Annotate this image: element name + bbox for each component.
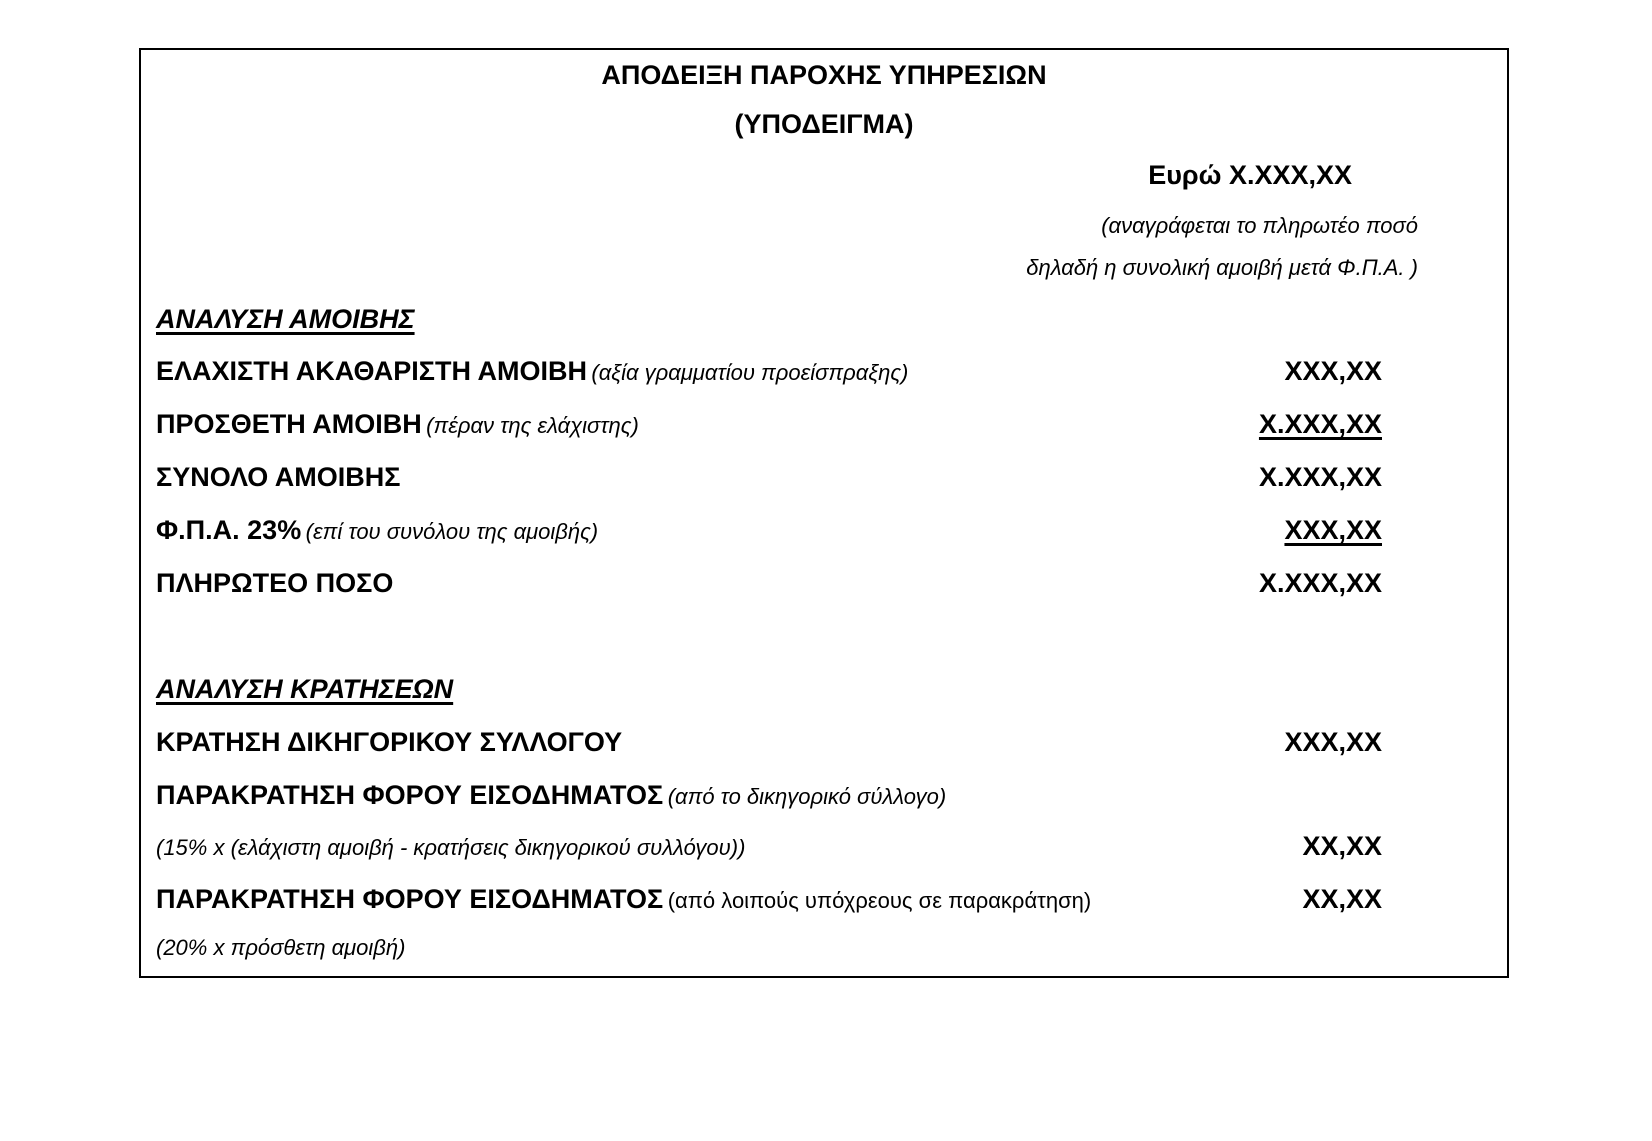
fee-row-amount: Χ.ΧΧΧ,ΧΧ	[1258, 462, 1382, 492]
fee-row-amount: Χ.ΧΧΧ,ΧΧ	[1258, 568, 1382, 598]
bar-fee-amount: ΧΧΧ,ΧΧ	[1284, 727, 1382, 757]
fee-row-note: (πέραν της ελάχιστης)	[426, 413, 639, 438]
tax-other-formula: (20% x πρόσθετη αμοιβή)	[156, 935, 406, 960]
total-note-line2: δηλαδή η συνολική αμοιβή μετά Φ.Π.Α. )	[1026, 255, 1418, 280]
fee-row-label: ΣΥΝΟΛΟ ΑΜΟΙΒΗΣ	[156, 462, 401, 492]
receipt-frame	[139, 48, 1509, 978]
total-note-line1: (αναγράφεται το πληρωτέο ποσό	[1101, 213, 1418, 238]
fee-analysis-heading: ΑΝΑΛΥΣΗ ΑΜΟΙΒΗΣ	[156, 304, 415, 334]
fee-row-minimum	[156, 356, 908, 387]
deductions-heading: ΑΝΑΛΥΣΗ ΚΡΑΤΗΣΕΩΝ	[156, 674, 454, 704]
tax-bar-amount: ΧΧ,ΧΧ	[1302, 831, 1382, 861]
tax-other-amount: ΧΧ,ΧΧ	[1302, 884, 1382, 914]
fee-row-note: (αξία γραμματίου προείσπραξης)	[591, 360, 909, 385]
fee-row-label: ΕΛΑΧΙΣΤΗ ΑΚΑΘΑΡΙΣΤΗ ΑΜΟΙΒΗ	[156, 356, 587, 386]
fee-row-vat	[156, 515, 598, 546]
tax-bar-row	[156, 780, 946, 811]
fee-row-label: ΠΡΟΣΘΕΤΗ ΑΜΟΙΒΗ	[156, 409, 422, 439]
fee-row-additional	[156, 409, 639, 440]
document-subtitle: (ΥΠΟΔΕΙΓΜΑ)	[734, 109, 914, 139]
tax-other-label: ΠΑΡΑΚΡΑΤΗΣΗ ΦΟΡΟΥ ΕΙΣΟΔΗΜΑΤΟΣ	[156, 884, 664, 914]
tax-other-row	[156, 884, 1091, 915]
tax-other-note: (από λοιπούς υπόχρεους σε παρακράτηση)	[667, 888, 1092, 913]
total-amount: Ευρώ Χ.ΧΧΧ,ΧΧ	[1148, 160, 1352, 190]
fee-row-total	[156, 462, 400, 493]
fee-row-amount: Χ.ΧΧΧ,ΧΧ	[1258, 409, 1382, 439]
fee-row-amount: ΧΧΧ,ΧΧ	[1284, 515, 1382, 545]
document-title: ΑΠΟΔΕΙΞΗ ΠΑΡΟΧΗΣ ΥΠΗΡΕΣΙΩΝ	[601, 60, 1047, 90]
tax-bar-label: ΠΑΡΑΚΡΑΤΗΣΗ ΦΟΡΟΥ ΕΙΣΟΔΗΜΑΤΟΣ	[156, 780, 664, 810]
tax-bar-formula: (15% x (ελάχιστη αμοιβή - κρατήσεις δικηγορικού συλλόγου))	[156, 835, 746, 860]
fee-row-payable	[156, 568, 393, 599]
fee-row-amount: ΧΧΧ,ΧΧ	[1284, 356, 1382, 386]
fee-row-label: ΠΛΗΡΩΤΕΟ ΠΟΣΟ	[156, 568, 394, 598]
fee-row-note: (επί του συνόλου της αμοιβής)	[305, 519, 599, 544]
tax-bar-note: (από το δικηγορικό σύλλογο)	[667, 784, 947, 809]
fee-row-label: Φ.Π.Α. 23%	[156, 515, 302, 545]
bar-fee-label: ΚΡΑΤΗΣΗ ΔΙΚΗΓΟΡΙΚΟΥ ΣΥΛΛΟΓΟΥ	[156, 727, 623, 757]
